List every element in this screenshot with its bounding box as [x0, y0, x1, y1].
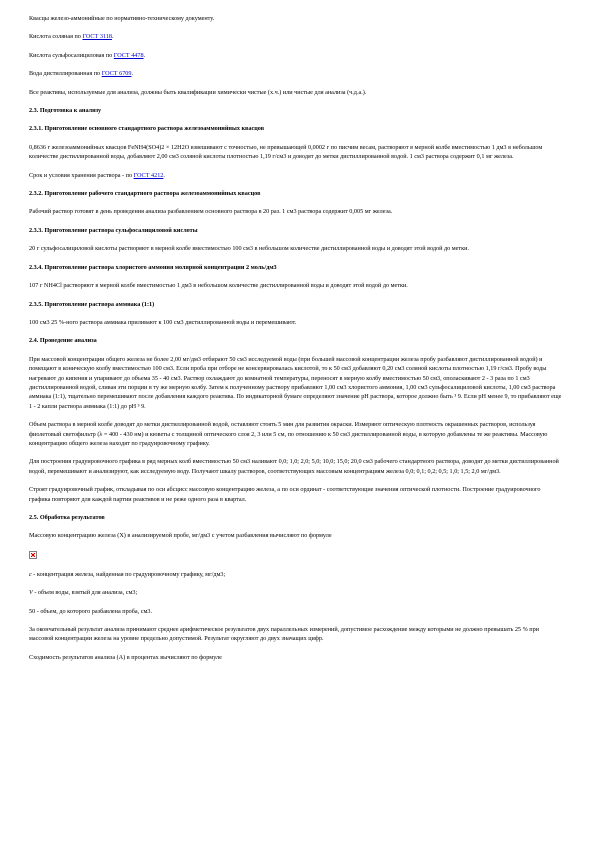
- paragraph-2-3-5: 100 см3 25 %-ного раствора аммиака приливают к 100 см3 дистиллированной воды и перемешивают.: [29, 318, 297, 326]
- formula-image-placeholder: [29, 550, 563, 561]
- where-v-definition: [29, 588, 563, 597]
- reagent-label: Вода дистиллированная по: [29, 70, 102, 78]
- definition-text: - концентрация железа, найденная по градуировочному графику, мг/дм3;: [31, 570, 226, 578]
- period: .: [143, 51, 146, 59]
- reagent-label: Кислота соляная по: [29, 33, 83, 41]
- where-c-definition: [29, 570, 563, 579]
- section-heading-2-5: 2.5. Обработка результатов: [29, 514, 105, 521]
- paragraph-2-4-calibration: Для построения градуировочного графика в ряд мерных колб вместимостью 50 см3 наливают 0,0; 1,0; 2,0; 5,0; 10,0; 15,0; 20,0 см3 рабочего стандартного раствора, доводят до метки дистиллированной водой, перемешивают и анализируют, как исследуемую воду. Получают шкалу растворов, соответствующих массовым концентрациям железа 0,0; 0,1; 0,2; 0,5; 1,0; 1,5; 2,0 мг/дм3.: [29, 458, 559, 475]
- definition-text: - объем воды, взятый для анализа, см3;: [32, 589, 138, 597]
- convergence-paragraph: Сходимость результатов анализа (A) в процентах вычисляют по формуле: [29, 653, 222, 661]
- paragraph-2-4-graph: Строят градуировочный график, откладывая по оси абсцисс массовую концентрацию железа, а по оси ординат - соответствующие значения оптической плотности. Построение градуировочного графика повторяют для каждой партии реактивов и не реже одного раза в квартал.: [29, 486, 541, 503]
- paragraph-2-4-measurement: Объем раствора в мерной колбе доводят до метки дистиллированной водой, оставляют стоять 5 мин для развития окраски. Измеряют оптическую плотность окрашенных растворов, используя фиолетовый светофильтр (λ = 400 - 430 нм) и кюветы с толщиной оптического слоя 2, 3 или 5 см, по отношению к 50 см3 дистиллированной воды, в которую добавлены те же реактивы. Массовую концентрацию общего железа находят по градуировочному графику.: [29, 421, 548, 447]
- shelf-life-label: Срок и условия хранения раствора - по: [29, 171, 134, 179]
- reagents-qualification: Все реактивы, используемые для анализа, должны быть квалификации химически чистые (х.ч.) или чистые для анализа (ч.д.а.).: [29, 88, 367, 96]
- gost-4212-link[interactable]: ГОСТ 4212: [133, 171, 164, 179]
- paragraph-2-3-1: 0,8636 г железоаммонийных квасцов FeNH4(SO4)2 × 12H2O взвешивают с точностью, не превышающей 0,0002 г по писчим весам, растворяют в мерной колбе вместимостью 1 дм3 в небольшом количестве дистиллированной воды, добавляют 2,00 см3 соляной кислоты плотностью 1,19 г/см3 и доводят до метки дистиллированной водой. 1 см3 раствора содержит 0,1 мг железа.: [29, 143, 543, 161]
- period: .: [163, 171, 165, 179]
- section-heading-2-3-3: 2.3.3. Приготовление раствора сульфосалициловой кислоты: [29, 226, 198, 234]
- shelf-life-paragraph: [29, 171, 563, 180]
- reagent-sulfosalicylic-acid: [29, 51, 563, 60]
- final-result-paragraph: За окончательный результат анализа принимают среднее арифметическое результатов двух параллельных измерений, допустимое расхождение между которыми не должно превышать 25 % при массовой концентрации железа на уровне предельно допустимой. Результат округляют до двух значащих цифр.: [29, 626, 539, 643]
- period: .: [112, 33, 114, 41]
- reagent-distilled-water: [29, 69, 563, 78]
- section-heading-2-3-1: 2.3.1. Приготовление основного стандартного раствора железоаммонийных квасцов: [29, 125, 265, 133]
- paragraph-2-4-procedure: При массовой концентрации общего железа не более 2,00 мг/дм3 отбирают 50 см3 исследуемой воды (при большей массовой концентрации железа пробу разбавляют дистиллированной водой) и помещают в коническую колбу вместимостью 100 см3. Если проба при отборе не консервировалась кислотой, то к 50 см3 добавляют 0,20 см3 соляной кислоты плотностью 1,19 г/см3. Пробу воды нагревают до кипения и упаривают до объема 35 - 40 см3. Раствор охлаждают до комнатной температуры, переносят в мерную колбу вместимостью 50 см3, ополаскивают 2 - 3 раза по 1 см3 дистиллированной водой, сливая эти порции в ту же мерную колбу. Затем к полученному раствору прибавляют 1,00 см3 хлористого аммония, 1,00 см3 сульфосалициловой кислоты, 1,00 см3 раствора аммиака (1:1), тщательно перемешивают после добавления каждого реактива. По индикаторной бумаге определяют значение pH раствора, которое должно быть ³ 9. Если pH менее 9, то прибавляют еще 1 - 2 капли раствора аммиака (1:1) до pH ³ 9.: [29, 355, 562, 410]
- paragraph-2-3-2: Рабочий раствор готовят в день проведения анализа разбавлением основного раствора в 20 раз. 1 см3 раствора содержит 0,005 мг железа.: [29, 208, 393, 216]
- section-heading-2-3-2: 2.3.2. Приготовление рабочего стандартного раствора железоаммонийных квасцов: [29, 190, 261, 198]
- section-heading-2-3: 2.3. Подготовка к анализу: [29, 107, 102, 115]
- section-heading-2-4: 2.4. Проведение анализа: [29, 337, 97, 345]
- symbol-v: V: [29, 589, 33, 597]
- gost-3118-link[interactable]: ГОСТ 3118: [82, 33, 113, 41]
- reagent-hydrochloric-acid: [29, 32, 563, 41]
- section-heading-2-3-4: 2.3.4. Приготовление раствора хлористого аммония молярной концентрации 2 моль/дм3: [29, 263, 277, 271]
- fifty-definition: 50 - объем, до которого разбавлена проба, см3.: [29, 607, 153, 615]
- period: .: [131, 70, 134, 78]
- broken-image-icon: [29, 551, 37, 559]
- symbol-c: c: [29, 570, 32, 578]
- paragraph-2-3-4: 107 г NH4Cl растворяют в мерной колбе вместимостью 1 дм3 в небольшом количестве дистиллированной воды и доводят этой водой до метки.: [29, 282, 408, 290]
- section-heading-2-3-5: 2.3.5. Приготовление раствора аммиака (1:1): [29, 300, 155, 308]
- reagent-label: Кислота сульфосалициловая по: [29, 51, 114, 59]
- paragraph-2-3-3: 20 г сульфосалициловой кислоты растворяют в мерной колбе вместимостью 100 см3 в небольшом количестве дистиллированной воды и доводят этой водой до метки.: [29, 245, 469, 253]
- gost-6709-link[interactable]: ГОСТ 6709: [101, 70, 132, 78]
- paragraph-2-5-formula-intro: Массовую концентрацию железа (X) в анализируемой пробе, мг/дм3 с учетом разбавления вычисляют по формуле: [29, 532, 332, 540]
- reagent-alum: Квасцы железо-аммонийные по нормативно-техническому документу.: [29, 15, 215, 22]
- gost-4478-link[interactable]: ГОСТ 4478: [113, 51, 144, 59]
